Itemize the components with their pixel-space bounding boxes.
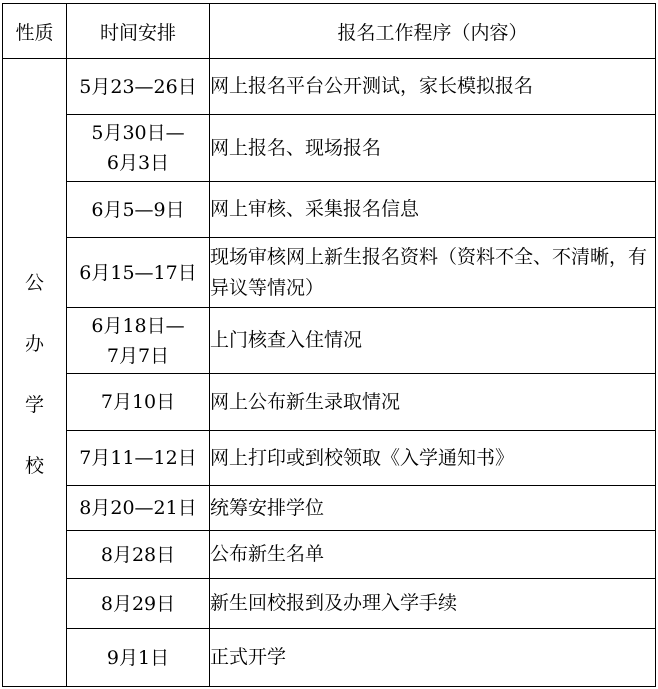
nature-cell (3, 59, 67, 687)
table-row (3, 115, 656, 182)
time-cell: 8月28日 (67, 531, 210, 579)
time-cell: 9月1日 (67, 629, 210, 687)
content-cell: 网上公布新生录取情况 (210, 374, 656, 431)
nature-char: 校 (24, 454, 44, 477)
time-cell: 5月23—26日 (67, 59, 210, 115)
time-cell: 8月20—21日 (67, 486, 210, 531)
header-nature: 性质 (3, 4, 67, 59)
table-row (3, 238, 656, 308)
table-row (3, 579, 656, 629)
table-row (3, 431, 656, 486)
content-cell: 现场审核网上新生报名资料（资料不全、不清晰，有异议等情况） (210, 238, 656, 308)
enrollment-schedule-table (2, 3, 656, 687)
content-cell: 网上报名、现场报名 (210, 115, 656, 182)
table-row (3, 629, 656, 687)
time-cell: 7月11—12日 (67, 431, 210, 486)
time-cell: 6月18日— 7月7日 (67, 308, 210, 374)
time-cell: 8月29日 (67, 579, 210, 629)
content-cell: 网上报名平台公开测试，家长模拟报名 (210, 59, 656, 115)
table-row (3, 374, 656, 431)
header-content: 报名工作程序（内容） (210, 4, 656, 59)
table-row (3, 308, 656, 374)
nature-char: 公 (24, 271, 44, 294)
nature-char: 学 (24, 393, 44, 416)
content-cell: 上门核查入住情况 (210, 308, 656, 374)
content-cell: 统筹安排学位 (210, 486, 656, 531)
header-row (3, 4, 656, 59)
table-row (3, 182, 656, 238)
time-cell: 5月30日— 6月3日 (67, 115, 210, 182)
content-cell: 网上打印或到校领取《入学通知书》 (210, 431, 656, 486)
content-cell: 公布新生名单 (210, 531, 656, 579)
table-row (3, 59, 656, 115)
content-cell: 正式开学 (210, 629, 656, 687)
nature-char: 办 (24, 332, 44, 355)
content-cell: 网上审核、采集报名信息 (210, 182, 656, 238)
table-row (3, 486, 656, 531)
time-cell: 6月15—17日 (67, 238, 210, 308)
time-cell: 6月5—9日 (67, 182, 210, 238)
content-cell: 新生回校报到及办理入学手续 (210, 579, 656, 629)
header-time: 时间安排 (67, 4, 210, 59)
table-row (3, 531, 656, 579)
time-cell: 7月10日 (67, 374, 210, 431)
